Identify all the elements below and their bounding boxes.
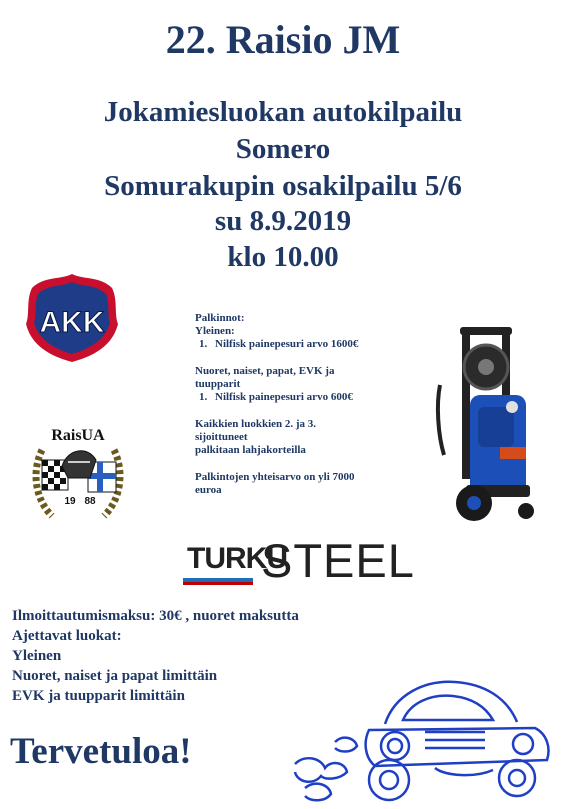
page-title: 22. Raisio JM: [165, 17, 401, 62]
prizes-others: [195, 418, 415, 457]
prizes-youth-label-2: tuupparit: [195, 378, 241, 390]
event-type: Jokamiesluokan autokilpailu: [103, 96, 463, 128]
turku-text: TURKU: [187, 542, 287, 575]
turku-underline-red: [183, 582, 253, 585]
class-item: Nuoret, naiset ja papat limittäin: [12, 668, 218, 684]
raisua-logo: [28, 420, 128, 525]
prizes-youth-item: [195, 391, 415, 404]
prizes-total: [195, 471, 415, 497]
event-series: Somurakupin osakilpailu 5/6: [104, 170, 462, 202]
prizes-youth: [195, 365, 415, 404]
class-item: EVK ja tuupparit limittäin: [12, 688, 185, 704]
prizes-youth-item-num: 1.: [199, 391, 208, 403]
prizes-total-1: Palkintojen yhteisarvo on yli 7000: [195, 471, 355, 483]
prizes-block: [195, 312, 415, 511]
cartoon-car-image: [285, 668, 565, 808]
prizes-general-item-text: Nilfisk painepesuri arvo 1600€: [215, 338, 359, 350]
raisua-year-right: 88: [84, 496, 96, 507]
prizes-others-2: sijoittuneet: [195, 431, 248, 443]
entry-fee: Ilmoittautumismaksu: 30€ , nuoret maksutta: [12, 608, 299, 624]
welcome-text: Tervetuloa!: [10, 731, 192, 772]
event-location: Somero: [235, 133, 331, 165]
prizes-general-label: Yleinen:: [195, 325, 235, 337]
prizes-others-1: Kaikkien luokkien 2. ja 3.: [195, 418, 317, 430]
prizes-heading: Palkinnot:: [195, 312, 245, 324]
registration-info: [12, 606, 299, 706]
steel-text: STEEL: [261, 534, 415, 587]
prizes-general-item: [195, 338, 415, 351]
turku-steel-logo: [183, 534, 423, 587]
event-date: su 8.9.2019: [214, 205, 352, 237]
pressure-washer-image: [430, 325, 540, 525]
prizes-youth-label-1: Nuoret, naiset, papat, EVK ja: [195, 365, 335, 377]
event-time: klo 10.00: [227, 241, 339, 273]
prizes-total-2: euroa: [195, 484, 222, 496]
raisua-logo-text: RaisUA: [51, 427, 105, 444]
akk-logo-text: AKK: [39, 306, 105, 339]
prizes-others-3: palkitaan lahjakorteilla: [195, 444, 306, 456]
prizes-general-item-num: 1.: [199, 338, 208, 350]
raisua-year-left: 19: [64, 496, 76, 507]
classes-heading: Ajettavat luokat:: [12, 628, 122, 644]
prizes-youth-item-text: Nilfisk painepesuri arvo 600€: [215, 391, 353, 403]
class-item: Yleinen: [12, 648, 62, 664]
akk-logo: [24, 270, 120, 366]
prizes-general: [195, 312, 415, 351]
